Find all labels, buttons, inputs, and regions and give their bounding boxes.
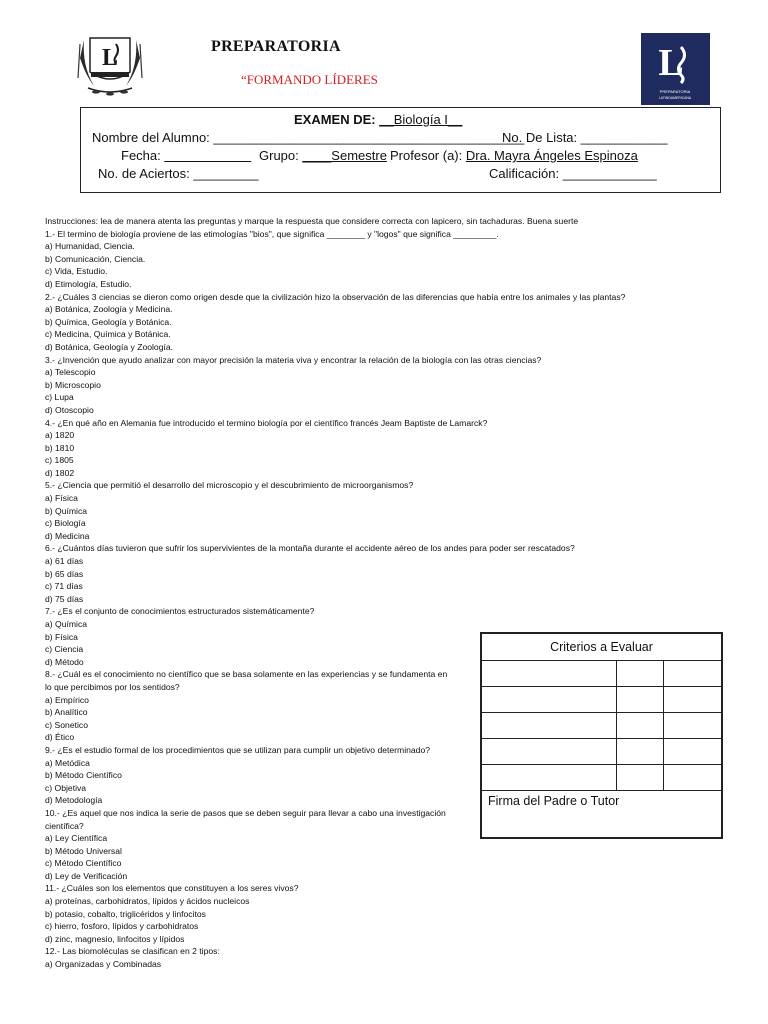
answer-option[interactable]: c) hierro, fosforo, lípidos y carbohidratos — [45, 921, 199, 932]
list-number-field[interactable]: No. De Lista: ____________ — [502, 130, 668, 145]
student-name-field[interactable]: Nombre del Alumno: ___________________________________________ — [92, 130, 525, 145]
hits-field[interactable]: No. de Aciertos: _________ — [98, 166, 259, 181]
teacher-name: Dra. Mayra Ángeles Espinoza — [465, 148, 638, 163]
answer-option[interactable]: b) potasio, cobalto, triglicéridos y linfocitos — [45, 908, 206, 919]
answer-option[interactable]: a) 61 días — [45, 556, 84, 567]
answer-option[interactable]: a) Química — [45, 619, 88, 629]
answer-option[interactable]: d) Ley de Verificación — [45, 870, 128, 881]
exam-header-box — [80, 107, 721, 193]
question-line: 11.- ¿Cuáles son los elementos que constituyen a los seres vivos? — [45, 883, 299, 894]
criteria-title: Criterios a Evaluar — [482, 634, 722, 661]
answer-option[interactable]: a) 1820 — [45, 430, 75, 441]
answer-option[interactable]: d) Metodología — [45, 795, 103, 806]
question-line: 1.- El termino de biología proviene de las etimologías "bios", que significa ________ y "logos" que significa _________. — [45, 228, 499, 239]
answer-option[interactable]: b) Analítico — [45, 707, 88, 718]
answer-option[interactable]: b) 1810 — [45, 442, 75, 453]
group-field[interactable]: ____Semestre — [302, 148, 387, 163]
answer-option[interactable]: b) Física — [45, 631, 78, 642]
question-line: 9.- ¿Es el estudio formal de los procedimientos que se utilizan para cumplir un objetivo determinado? — [45, 744, 431, 755]
answer-option[interactable]: c) Medicina, Química y Botánica. — [45, 329, 171, 340]
question-line: 2.- ¿Cuáles 3 ciencias se dieron como origen desde que la civilización hizo la observación de las diferencias que había entre los animales y las plantas? — [45, 291, 626, 302]
answer-option[interactable]: d) Etimología, Estudio. — [45, 278, 132, 289]
answer-option[interactable]: d) Botánica, Geología y Zoología. — [45, 341, 174, 352]
answer-option[interactable]: a) Botánica, Zoología y Medicina. — [45, 304, 173, 315]
exam-subject: __Biología I__ — [379, 112, 463, 127]
date-label: Fecha: — [121, 148, 161, 163]
answer-option[interactable]: b) Método Científico — [45, 770, 122, 781]
question-line: 8.- ¿Cuál es el conocimiento no científico que se basa solamente en las experiencias y se fundamenta en — [45, 669, 448, 680]
group-label: Grupo: — [259, 148, 299, 163]
teacher-label: Profesor (a): — [390, 148, 463, 163]
answer-option[interactable]: a) Telescopio — [45, 367, 96, 378]
school-crest-logo — [74, 32, 146, 98]
criteria-table — [480, 632, 723, 839]
answer-option[interactable]: c) 1805 — [45, 455, 74, 466]
answer-option[interactable]: c) Sonetico — [45, 719, 88, 730]
answer-option[interactable]: d) Medicina — [45, 530, 90, 541]
answer-option[interactable]: a) Empírico — [45, 694, 89, 705]
date-field[interactable]: ____________ — [164, 148, 252, 163]
answer-option[interactable]: c) Objetiva — [45, 782, 87, 793]
answer-option[interactable]: a) Física — [45, 493, 78, 504]
grade-field[interactable]: Calificación: _____________ — [489, 166, 657, 181]
answer-option[interactable]: c) Vida, Estudio. — [45, 266, 108, 277]
question-line: 12.- Las biomoléculas se clasifican en 2 tipos: — [45, 946, 220, 957]
answer-option[interactable]: c) Lupa — [45, 392, 74, 403]
answer-option[interactable]: a) Humanidad, Ciencia. — [45, 241, 135, 252]
answer-option[interactable]: b) Química, Geología y Botánica. — [45, 316, 172, 327]
answer-option[interactable]: a) Ley Científica — [45, 833, 108, 844]
answer-option[interactable]: d) Método — [45, 656, 84, 667]
answer-option[interactable]: d) Otoscopio — [45, 404, 94, 415]
question-line: 4.- ¿En qué año en Alemania fue introducido el termino biología por el científico francés Jeam Baptiste de Lamarck? — [45, 417, 488, 428]
answer-option[interactable]: a) Organizadas y Combinadas — [45, 959, 162, 970]
svg-text:L: L — [658, 42, 684, 84]
answer-option[interactable]: b) Método Universal — [45, 845, 122, 856]
parent-signature-field[interactable]: Firma del Padre o Tutor — [482, 791, 722, 838]
answer-option[interactable]: b) 65 días — [45, 568, 84, 579]
answer-option[interactable]: d) 1802 — [45, 467, 75, 478]
question-line: 6.- ¿Cuántos días tuvieron que sufrir los supervivientes de la montaña durante el accidente aéreo de los andes para poder ser rescatados? — [45, 543, 575, 554]
question-line: lo que percibimos por los sentidos? — [45, 681, 180, 692]
school-title: PREPARATORIA — [211, 38, 341, 55]
answer-option[interactable]: b) Microscopio — [45, 379, 101, 390]
answer-option[interactable]: c) Ciencia — [45, 644, 84, 655]
school-motto: “FORMANDO LÍDERES — [241, 72, 378, 87]
question-line: 3.- ¿Invención que ayudo analizar con mayor precisión la materia viva y encontrar la relación de la biología con las otras ciencias? — [45, 354, 542, 365]
svg-text:PREPARATORIA: PREPARATORIA — [659, 89, 691, 94]
question-line: científica? — [45, 820, 84, 831]
question-line: 5.- ¿Ciencia que permitió el desarrollo del microscopio y el descubrimiento de microorganismos? — [45, 480, 414, 491]
question-line: 10.- ¿Es aquel que nos indica la serie de pasos que se deben seguir para llevar a cabo una investigación — [45, 807, 446, 818]
answer-option[interactable]: c) Método Científico — [45, 858, 122, 869]
exam-label: EXAMEN DE: — [294, 112, 376, 127]
answer-option[interactable]: c) 71 días — [45, 581, 83, 592]
answer-option[interactable]: c) Biología — [45, 518, 86, 529]
criteria-row — [482, 661, 722, 687]
question-line: 7.- ¿Es el conjunto de conocimientos estructurados sistemáticamente? — [45, 606, 315, 617]
answer-option[interactable]: b) Comunicación, Ciencia. — [45, 253, 146, 264]
answer-option[interactable]: a) proteínas, carbohidratos, lípidos y ácidos nucleicos — [45, 896, 250, 907]
answer-option[interactable]: a) Metódica — [45, 757, 90, 768]
answer-option[interactable]: d) 75 días — [45, 593, 84, 604]
criteria-row — [482, 713, 722, 739]
criteria-row — [482, 739, 722, 765]
school-brand-logo — [641, 33, 710, 105]
criteria-row — [482, 687, 722, 713]
answer-option[interactable]: d) Ético — [45, 732, 75, 743]
svg-text:L: L — [101, 45, 119, 71]
svg-text:LATINOAMERICANA: LATINOAMERICANA — [658, 96, 692, 100]
question-line: Instrucciones: lea de manera atenta las preguntas y marque la respuesta que considere correcta con lapicero, sin tachaduras. Buena suerte — [45, 216, 579, 226]
answer-option[interactable]: b) Química — [45, 505, 88, 516]
criteria-row — [482, 765, 722, 791]
answer-option[interactable]: d) zinc, magnesio, linfocitos y lípidos — [45, 933, 185, 944]
